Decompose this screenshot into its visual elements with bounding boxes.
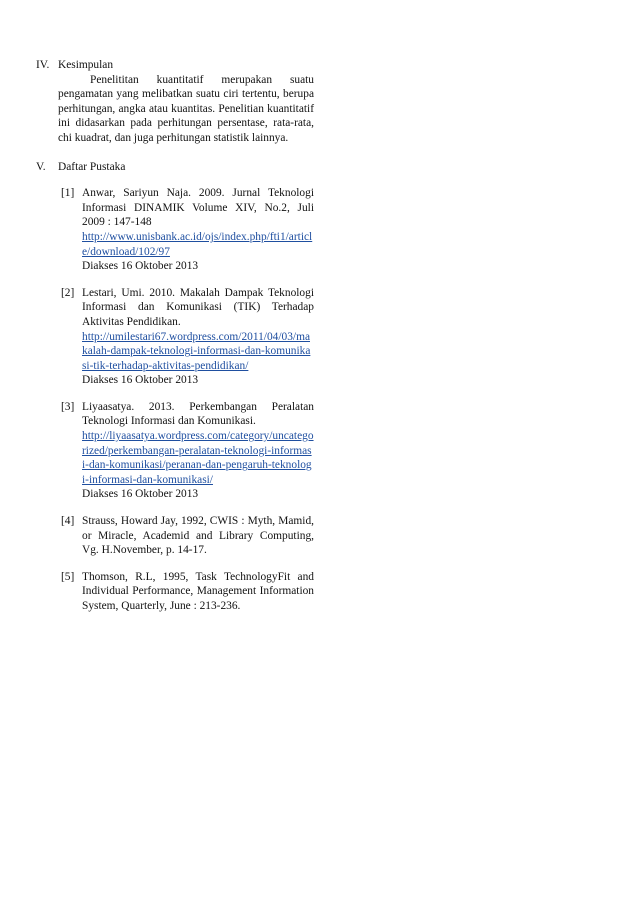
section-title: Kesimpulan	[58, 59, 114, 71]
reference-label: [5]	[61, 570, 75, 583]
reference-link[interactable]: http://www.unisbank.ac.id/ojs/index.php/fti1/article/download/102/97	[82, 230, 313, 258]
reference-body	[82, 400, 314, 502]
reference-item	[36, 514, 314, 558]
section-number: IV.	[36, 59, 50, 71]
reference-label: [3]	[61, 400, 75, 413]
reference-item	[36, 570, 314, 614]
reference-accessed-date: Diakses 16 Oktober 2013	[82, 488, 199, 501]
reference-label: [2]	[61, 286, 75, 299]
reference-text: Anwar, Sariyun Naja. 2009. Jurnal Teknologi Informasi DINAMIK Volume XIV, No.2, Juli 2009 : 147-148	[82, 187, 314, 229]
reference-text: Strauss, Howard Jay, 1992, CWIS : Myth, Mamid, or Miracle, Academid and Library Computing, Vg. H.November, p. 14-17.	[82, 515, 314, 557]
reference-label: [1]	[61, 187, 75, 200]
section-heading-conclusion	[36, 58, 314, 73]
reference-item	[36, 186, 314, 274]
reference-link[interactable]: http://umilestari67.wordpress.com/2011/04/03/makalah-dampak-teknologi-informasi-dan-komunikasi-tik-terhadap-aktivitas-pendidikan/	[82, 330, 311, 372]
text-column	[36, 58, 314, 626]
reference-body	[82, 186, 314, 274]
reference-text: Thomson, R.L, 1995, Task TechnologyFit and Individual Performance, Management Information System, Quarterly, June : 213-236.	[82, 570, 314, 612]
reference-accessed-date: Diakses 16 Oktober 2013	[82, 260, 199, 273]
section-number: V.	[36, 160, 46, 173]
reference-item	[36, 400, 314, 502]
section-title: Daftar Pustaka	[58, 160, 126, 173]
reference-link[interactable]: http://liyaasatya.wordpress.com/category/uncategorized/perkembangan-peralatan-teknologi-informasi-dan-komunikasi/peranan-dan-pengaruh-teknologi-informasi-dan-komunikasi/	[82, 430, 314, 486]
reference-accessed-date: Diakses 16 Oktober 2013	[82, 374, 199, 387]
conclusion-paragraph: Penelititan kuantitatif merupakan suatu pengamatan yang melibatkan suatu ciri tertentu, berupa perhitungan, angka atau kuantitas. Penelitian kuantitatif ini didasarkan pada perhitungan persentase, rata-rata, chi kuadrat, dan juga perhitungan statistik lainnya.	[58, 73, 314, 144]
reference-body	[82, 514, 314, 558]
reference-text: Lestari, Umi. 2010. Makalah Dampak Teknologi Informasi dan Komunikasi (TIK) Terhadap Aktivitas Pendidikan.	[82, 286, 314, 328]
reference-list	[36, 186, 314, 613]
section-heading-references	[36, 160, 314, 175]
reference-body	[82, 570, 314, 614]
reference-item	[36, 286, 314, 388]
reference-body	[82, 286, 314, 388]
reference-text: Liyaasatya. 2013. Perkembangan Peralatan Teknologi Informasi dan Komunikasi.	[82, 400, 314, 428]
reference-label: [4]	[61, 515, 75, 528]
